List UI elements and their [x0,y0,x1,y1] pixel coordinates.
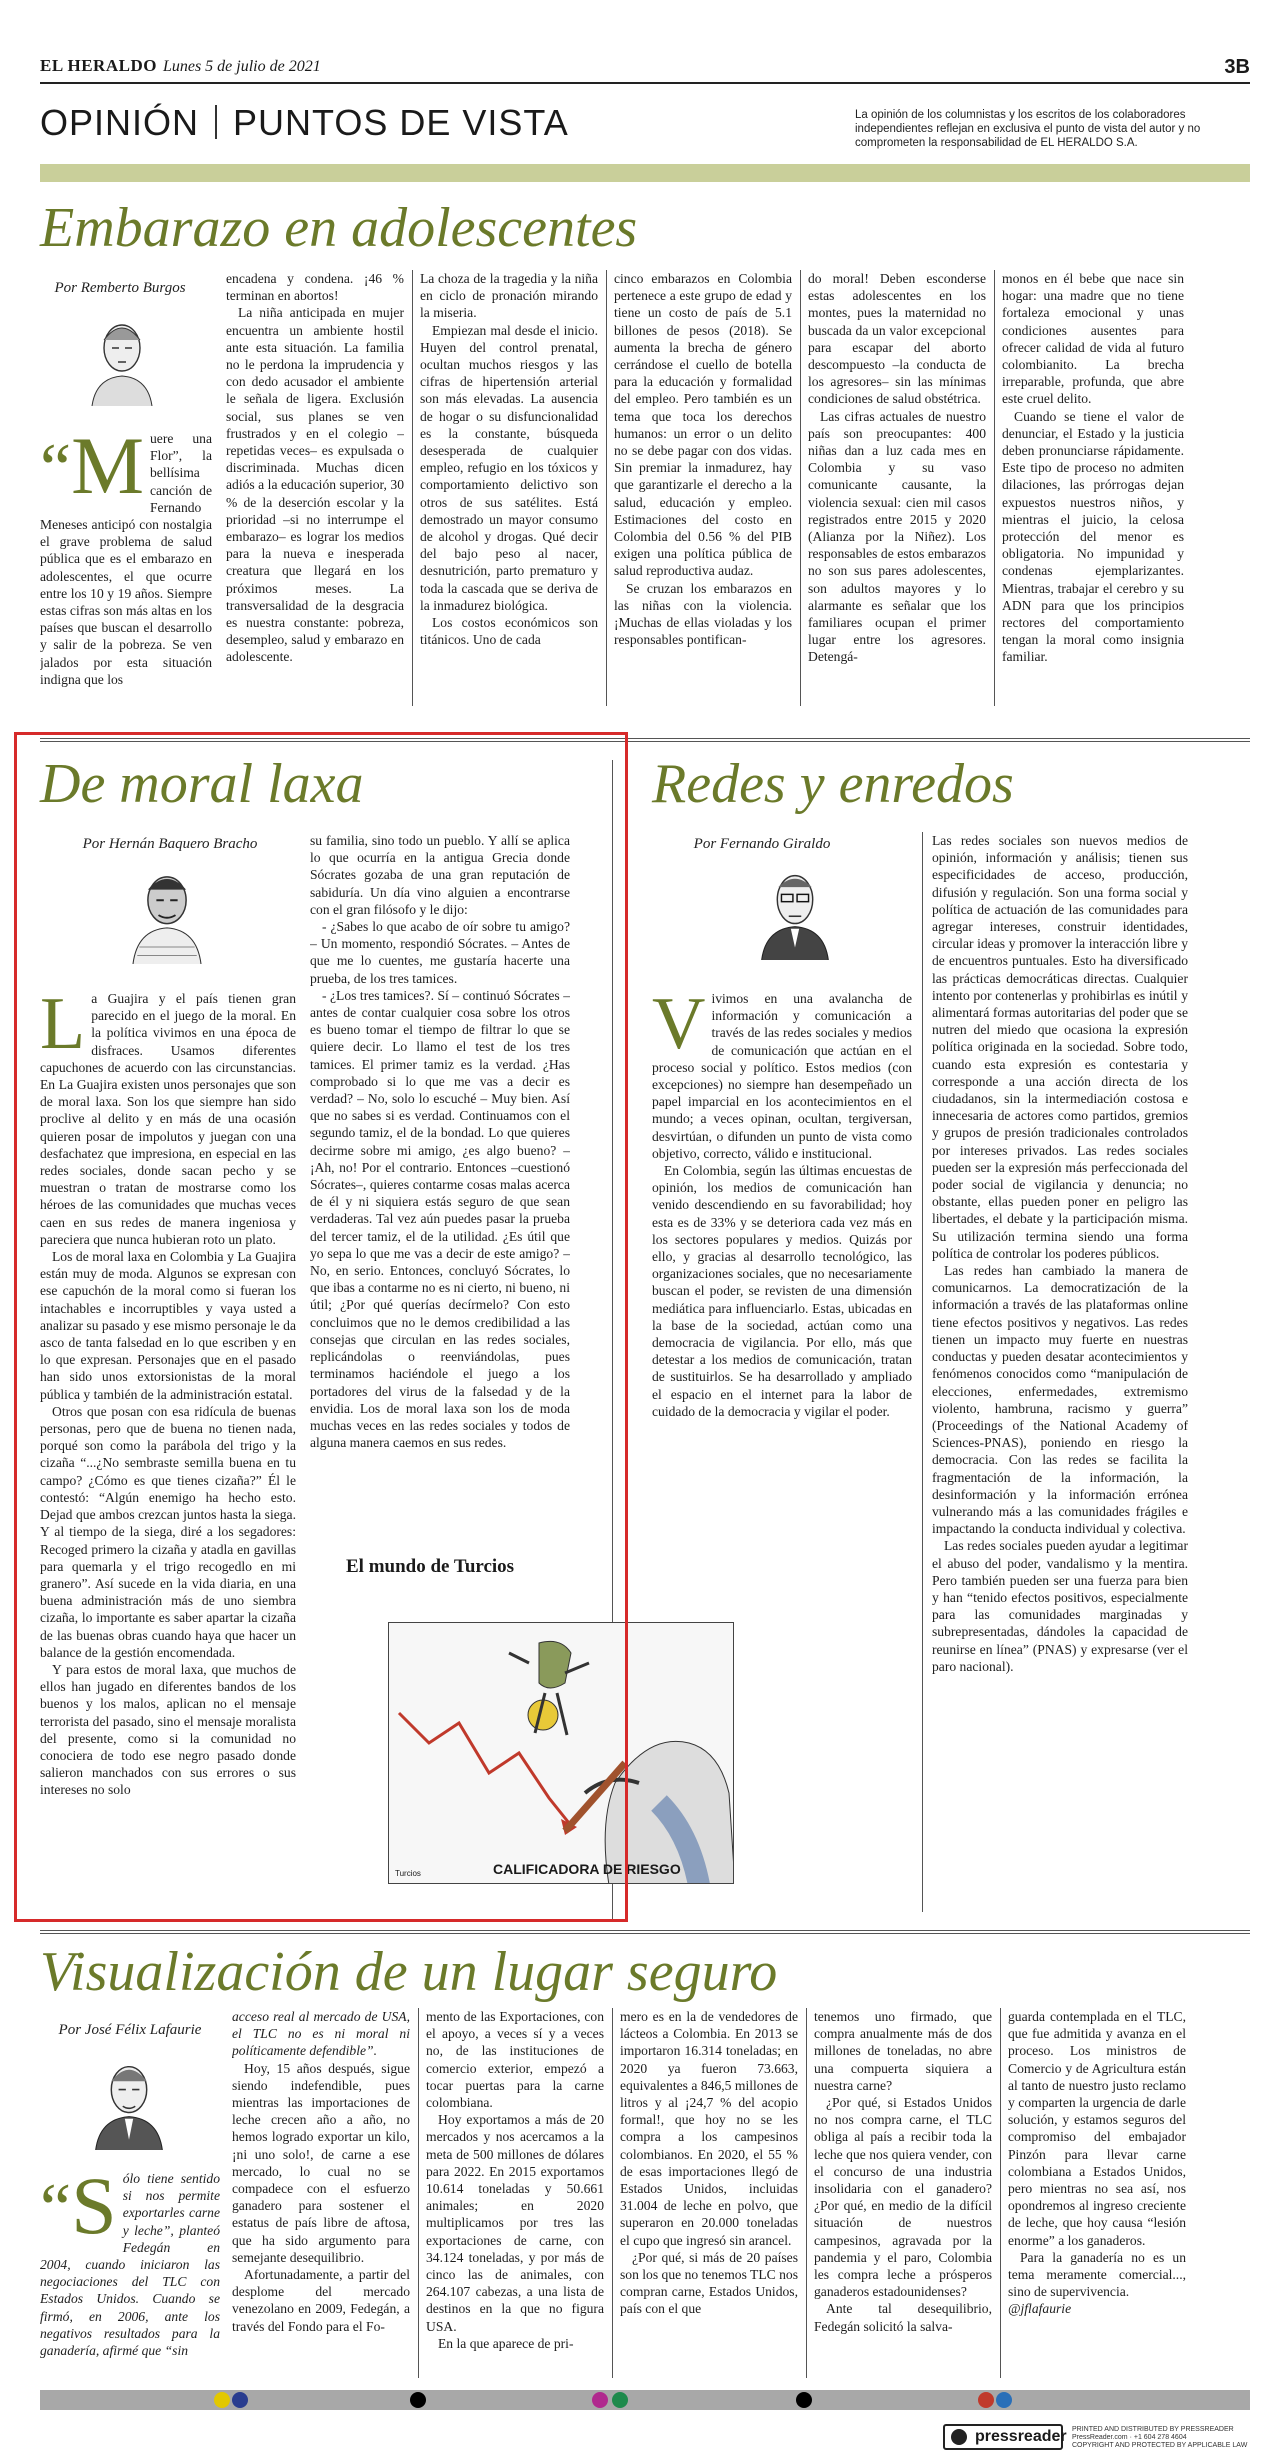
drop-cap: M [71,430,144,511]
section-right: PUNTOS DE VISTA [233,102,569,143]
author-portrait-icon [82,310,162,406]
article-column: La choza de la tragedia y la niña en ciclo de pronación mirando la miseria. Empiezan mal desde el inicio. Huyen del control prenatal, ocultan muchos riesgos y las cifras de hipertensión arterial son más elevadas. La ausencia de hogar o su disfuncionalidad es la constante, búsqueda desesperada de cualquier empleo, refugio en los tóxicos y comportamiento delictivo son otros de sus satélites. Está demostrado un mayor consumo de alcohol y drogas. Qué decir del bajo peso al nacer, desnutrición, parto prematuro y toda la cascada que se deriva de la inmadurez biológica. Los costos económicos son titánicos. Uno de cada [420,271,598,648]
column-rule [612,2008,613,2378]
article-column: “S ólo tiene sentido si nos permite exportarles carne y leche”, planteó Fedegán en 2004, cuando iniciaron las negociaciones del TLC con Estados Unidos. Cuando se firmó, en 2006, ante los negativos resultados para la ganadería, afirmé que “sin [40,2170,220,2382]
pressreader-logo[interactable]: pressreader [943,2424,1063,2450]
cartoon-title: El mundo de Turcios [346,1556,515,1577]
article-column: Las redes sociales son nuevos medios de opinión, información y análisis; tienen sus especificidades de acceso, producción, difusión y regulación. Son una forma social y política de actuación de las comunidades para agregar intereses, construir identidades, circular ideas y promover la interacción libre y de encuentros puntuales. Esto ha diversificado las prácticas democráticas directas. Cualquier intento por contenerlas y prohibirlas es inútil y alimentará formas autoritarias del poder que se nutren del miedo que ocasiona la expresión política originada en la sociedad. Sobre todo, cuando esta expresión es contestaria y corresponde a una acción directa de los ciudadanos, sin la intermediación costosa e innecesaria de actores como partidos, gremios y grupos de presión tradicionales controlados por intereses privados. Las redes sociales pueden ser la expresión más perfeccionada del poder social de vigilancia y denuncia; no obstante, ellas pueden poner en peligro las libertades, el debate y la participación misma. Su utilización termina siendo una forma política de controlar los poderes públicos. Las redes han cambiado la manera de comunicarnos. La democratización de la información a través de las plataformas online tiene efectos positivos y negativos. Las redes tienen un impacto muy fuerte en nuestras conductas y pueden desatar acontecimientos y fenómenos conocidos como “manipulación de elecciones, enfermedades, extremismo violento, hambruna, racismo y guerra” (Proceedings of the National Academy of Sciences-PNAS), poniendo en riesgo la democracia. Con las redes se facilita la fragmentación de la información, la desinformación y la información errónea vulnerando más a las comunidades frágiles e impactando la conducta individual y colectiva. Las redes sociales pueden ayudar a legitimar el abuso del poder, vandalismo y la mentira. Pero también pueden ser una fuerza para bien y han “tenido efectos positivos, especialmente para las comunidades marginadas y subrepresentadas, dándoles la capacidad de reunirse en línea” (PNAS) y expresarse (ver el paro nacional). [932,833,1188,1674]
section-header [40,102,800,150]
column-rule [606,270,607,706]
drop-cap: S [71,2170,117,2251]
cartoon-signature: Turcios [395,1869,421,1878]
article-column: tenemos uno firmado, que compra anualmente más de dos millones de toneladas, no abre una compuerta siquiera a nuestra carne? ¿Por qué, si Estados Unidos no nos compra carne, el TLC obliga al país a recibir toda la leche que nos quiera vender, con el concurso de una industria insolidaria con el ganadero? ¿Por qué, en medio de la difícil situación de nuestros campesinos, agravada por la pandemia y el paro, Colombia les compra leche a prósperos ganaderos estadounidenses? Ante tal desequilibrio, Fedegán solicitó la salva- [814,2009,992,2334]
section-divider [215,105,217,139]
author-portrait-icon [86,2050,172,2150]
paper-name: EL HERALDO [40,56,157,75]
masthead [40,56,1250,78]
article-column: cinco embarazos en Colombia pertenece a este grupo de edad y tiene un costo de país de 5.1 billones de pesos (2018). Se aumenta la brecha de género cerrándose el cuello de botella para la educación y formalidad del empleo. Pero también es un tema que toca los derechos humanos: un error o un delito no se debe pagar con dos vidas. Sin premiar la inmadurez, hay que garantizarle el derecho a la salud, educación y empleo. Estimaciones del costo en Colombia del 0.56 % del PIB exigen una política pública de salud reproductiva audaz. Se cruzan los embarazos en las niñas con la violencia. ¡Muchas de ellas violadas y los responsables pontifican- [614,271,792,648]
article-title: De moral laxa [40,753,364,815]
article-column: acceso real al mercado de USA, el TLC no es ni moral ni políticamente defendible”. Hoy, 15 años después, sigue siendo indefendible, pues mientras las importaciones de leche crecen año a año, no hemos logrado exportar un kilo, ¡ni uno solo!, de carne a ese mercado, lo cual no se compadece con el esfuerzo ganadero para sostener el estatus de país libre de aftosa, que ha sido argumento para semejante desequilibrio. Afortunadamente, a partir del desplome del mercado venezolano en 2009, Fedegán, a través del Fondo para el Fo- [232,2009,410,2334]
registration-dot [796,2392,812,2408]
registration-dot [232,2392,248,2408]
pressreader-notice: PRINTED AND DISTRIBUTED BY PRESSREADER PressReader.com · +1 604 278 4604 COPYRIGHT AND PROTECTED BY APPLICABLE LAW [1072,2426,1248,2449]
section-divider-rule [40,1930,1250,1934]
disclaimer: La opinión de los columnistas y los escritos de los colaboradores independientes reflejan en exclusiva el punto de vista del autor y no comprometen la responsabilidad de EL HERALDO S.A. [855,109,1201,149]
byline: Por Hernán Baquero Bracho [82,836,258,852]
column-rule [994,270,995,706]
article-column: mento de las Exportaciones, con el apoyo, a veces sí y a veces no, de las instituciones de comercio exterior, empezó a tocar puertas para la carne colombiana. Hoy exportamos a más de 20 mercados y nos acercamos a la meta de 500 millones de dólares para 2022. En 2015 exportamos 10.614 toneladas y 50.661 animales; en 2020 multiplicamos por tres las exportaciones de carne, con 34.124 toneladas, y por más de cinco las de animales, con 264.107 cabezas, a una lista de destinos en la que no figura USA. En la que aparece de pri- [426,2009,604,2351]
pressreader-icon [951,2429,967,2445]
registration-dot [592,2392,608,2408]
article-title: Visualización de un lugar seguro [40,1941,778,2003]
highlight-box [14,732,628,1922]
drop-quote: “M [40,434,144,504]
registration-dot [612,2392,628,2408]
column-rule [418,2008,419,2378]
byline: Por Fernando Giraldo [693,836,831,852]
issue-date: Lunes 5 de julio de 2021 [162,58,321,75]
article-title: Embarazo en adolescentes [40,197,638,259]
article-column: su familia, sino todo un pueblo. Y allí se aplica lo que ocurría en la antigua Grecia donde Sócrates gozaba de una gran reputación de sabiduría. Un día vino alguien a encontrarse con el gran filósofo y le dijo: - ¿Sabes lo que acabo de oír sobre tu amigo? – Un momento, respondió Sócrates. – Antes de que me lo cuentes, me gustaría hacerte una prueba, de los tres tamices. - ¿Los tres tamices?. Sí – continuó Sócrates – antes de contar cualquier cosa sobre los otros es bueno tomar el tiempo de filtrar lo que se quiere decir. Lo llamo el test de los tres tamices. El primer tamiz es la verdad. ¿Has comprobado si lo que me vas a decir es verdad? – No, solo lo escuché – Muy bien. Así que no sabes si es verdad. Continuamos con el segundo tamiz, el de la bondad. Lo que quieres decirme sobre mi amigo, ¿es algo bueno? – ¡Ah, no! Por el contrario. Entonces –cuestionó Sócrates–, quieres contarme cosas malas acerca de él y ni siquiera estás seguro de que sean verdaderas. Tal vez aún puedes pasar la prueba del tercer tamiz, el de la utilidad. ¿Es útil que yo sepa lo que me vas a decir de este amigo? – No, en serio. Entonces, concluyó Sócrates, lo que ibas a contarme no es ni cierto, ni bueno, ni útil; ¿Por qué querías decírmelo? Con esto concluimos que no le demos credibilidad a las consejas que circulan en las redes sociales, replicándolas o reenviándolas, pues terminamos haciéndole el juego a los portadores del virus de la falsedad y de la envidia. Los de moral laxa son los de moda muchas veces en las redes sociales y todos de alguna manera caemos en sus redes. [310,833,570,1451]
article-title: Redes y enredos [652,753,1014,815]
drop-cap: V [652,990,706,1065]
registration-dot [996,2392,1012,2408]
column-rule [806,2008,807,2378]
article-column: encadena y condena. ¡46 % terminan en abortos! La niña anticipada en mujer encuentra un ambiente hostil ante esta situación. La familia no le perdona la imprudencia y con dedo acusador el ambiente le señala de ligera. Exclusión social, sus planes se ven frustrados y en el colegio –repetidas veces– es expulsada o discriminada. Muchas dicen adiós a la educación superior, 30 % de la deserción escolar y la prioridad –si no interrumpe el embarazo– es lograr los medios para la nueva e inesperada creatura que llegará en los próximos meses. La transversalidad de la desgracia es nuestra constante: pobreza, desempleo, salud y embarazo en adolescente. [226,271,404,665]
article-column: mero es en la de vendedores de lácteos a Colombia. En 2013 se importaron 16.314 toneladas; en 2020 ya fueron 73.663, equivalentes a 846,5 millones de litros y al ¡24,7 % del acopio formal!, que hoy no se les compra a los campesinos colombianos. En 2020, el 55 % de esas importaciones llegó de Estados Unidos, incluidas 31.004 de leche en polvo, que superaron en 20.000 toneladas el cupo que ingresó sin arancel. ¿Por qué, si más de 20 países son los que no tenemos TLC nos compran carne, Estados Unidos, país con el que [620,2009,798,2317]
article-column: do moral! Deben esconderse estas adolescentes en los montes, pues la maternidad no buscada da un valor excepcional para escapar del aborto descompuesto –la conducta de los agresores– sin las mínimas condiciones de salud obstétrica. Las cifras actuales de nuestro país son preocupantes: 400 niñas dan a luz cada mes en Colombia y su vaso comunicante causante, la violencia sexual: cien mil casos registrados entre 2015 y 2020 (Alianza por la Niñez). Los responsables de estos embarazos no son sus pares adolescentes, son adultos mayores y lo alarmante es señalar que los familiares ocupan el primer lugar entre los agresores. Detengá- [808,271,986,665]
drop-cap: L [40,990,86,1065]
article-column: guarda contemplada en el TLC, que fue admitida y avanza en el proceso. Los ministros de Comercio y de Agricultura están al tanto de nuestro justo reclamo y comparten la urgencia de darle solución, y estamos seguros del compromiso del embajador Pinzón para llevar carne colombiana a Estados Unidos, pero mientras no sea así, nos opondremos al ingreso creciente de leche, que hoy causa “lesión enorme” a los ganaderos. Para la ganadería no es un tema meramente comercial..., sino de supervivencia. @jflafaurie [1008,2009,1186,2317]
article-column: Vivimos en una avalancha de información y comunicación a través de las redes sociales y medios de comunicación que actúan en el proceso social y político. Estos medios (con excepciones) no siempre han desempeñado un papel imparcial en los acontecimientos en el mundo; a veces opinan, ocultan, tergiversan, desvirtúan, o difunden un punto de vista como objetivo, correcto, válido e institucional. En Colombia, según las últimas encuestas de opinión, los medios de comunicación han venido descendiendo en su favorabilidad; hoy esta es de 33% y se deteriora cada vez más en los sectores populares y medios. Quizás por ello, y gracias al desarrollo tecnológico, las organizaciones sociales, que no necesariamente buscan el poder, se revisten de una dimensión mediática para influenciarlo. Estas, ubicadas en la base de la sociedad, actúan como una democracia de vigilancia. Por ello, más que detestar a los medios de comunicación, tratan de sustituirlos. Se ha desarrollado y ampliado el espacio en el internet para la labor de cuidado de la democracia y vigilar el poder. [652,990,912,1419]
author-portrait-icon [752,860,838,960]
drop-quote: “S [40,2174,117,2244]
column-rule [412,270,413,706]
page-number: 3B [1224,56,1250,78]
article-column: La Guajira y el país tienen gran parecido en el juego de la moral. En la política vivimos en una época de disfraces. Usamos diferentes capuchones de acuerdo con las circunstancias. En La Guajira existen unos personajes que son de moral laxa. Son los que siempre han sido proclive al delito y en más de una ocasión quieren posar de impolutos y juegan con una desfachatez que impresiona, en especial en las redes sociales, donde sacan pecho y se muestran o tratan de mostrarse como los héroes de las comunidades que muchas veces caen en sus redes de manera ingeniosa y pareciera que nunca hubieran roto un plato. Los de moral laxa en Colombia y La Guajira están muy de moda. Algunos se expresan con ese capuchón de la moral como si fueran los intachables e incorruptibles y vaya usted a analizar su pasado y ese mismo personaje le da asco de tanta falsedad en lo que escriben y en lo que expresan. Personajes que en el pasado han sido unos extorsionistas de la moral pública y también de la administración estatal. Otros que posan con esa ridícula de buenas personas, pero que de buena no tienen nada, porqué son como la parábola del trigo y la cizaña “...¿No sembraste semilla buena en tu campo? ¿Cómo es que tienes cizaña?” Él le contestó: “Algún enemigo ha hecho esto. Dejad que ambos crezcan juntos hasta la siega. Y al tiempo de la siega, diré a los segadores: Recoged primero la cizaña y atadla en gavillas para quemarla y el trigo recogedlo en mi granero”. Así sucede en la vida diaria, en una buena administración más de uno siembra cizaña, lo importante es saber apartar la cizaña de las buenas obras cuando haya que hacer un balance de la gestión encomendada. Y para estos de moral laxa, que muchos de ellos han jugado en diferentes bandos de los buenos y los malos, aplican no el mensaje terrorista del pasado, sino el mensaje moralista del presente, como si la comunidad no conociera de todo ese negro pasado donde salieron manchados con sus errores o sus intereses no solo [40,990,296,1798]
article-column: “M uere una Flor”, la bellísima canción de Fernando Meneses anticipó con nostalgia el grave problema de salud pública que es el embarazo en adolescentes, el que ocurre entre los 10 y 19 años. Siempre estas cifras son más altas en los países que buscan el desarrollo y salir de la pobreza. Se ven jalados por esta situación indigna que los [40,430,212,712]
registration-dot [214,2392,230,2408]
article-column: monos en él bebe que nace sin hogar: una madre que no tiene fortaleza emocional y unas condiciones ausentes para ofrecer calidad de vida al futuro colombianito. La brecha irreparable, profunda, que abre este cruel delito. Cuando se tiene el valor de denunciar, el Estado y la justicia deben pronunciarse rápidamente. Este tipo de proceso no admiten dilaciones, las prórrogas dejan expuestos nuestros niños, y mientras el juicio, la celosa protección del menor es obligatoria. No impunidad y condenas ejemplarizantes. Mientras, trabajar el cerebro y su ADN para que los principios rectores del comportamiento tengan la moral como insignia familiar. [1002,271,1184,665]
registration-dot [978,2392,994,2408]
top-rule [40,82,1250,84]
section-bar [40,164,1250,182]
registration-dot [410,2392,426,2408]
column-rule [922,832,923,1912]
column-rule [1000,2008,1001,2378]
column-rule [800,270,801,706]
cartoon-caption: CALIFICADORA DE RIESGO [493,1861,681,1877]
section-left: OPINIÓN [40,102,200,143]
byline: Por José Félix Lafaurie [58,2022,202,2038]
byline: Por Remberto Burgos [54,280,186,296]
